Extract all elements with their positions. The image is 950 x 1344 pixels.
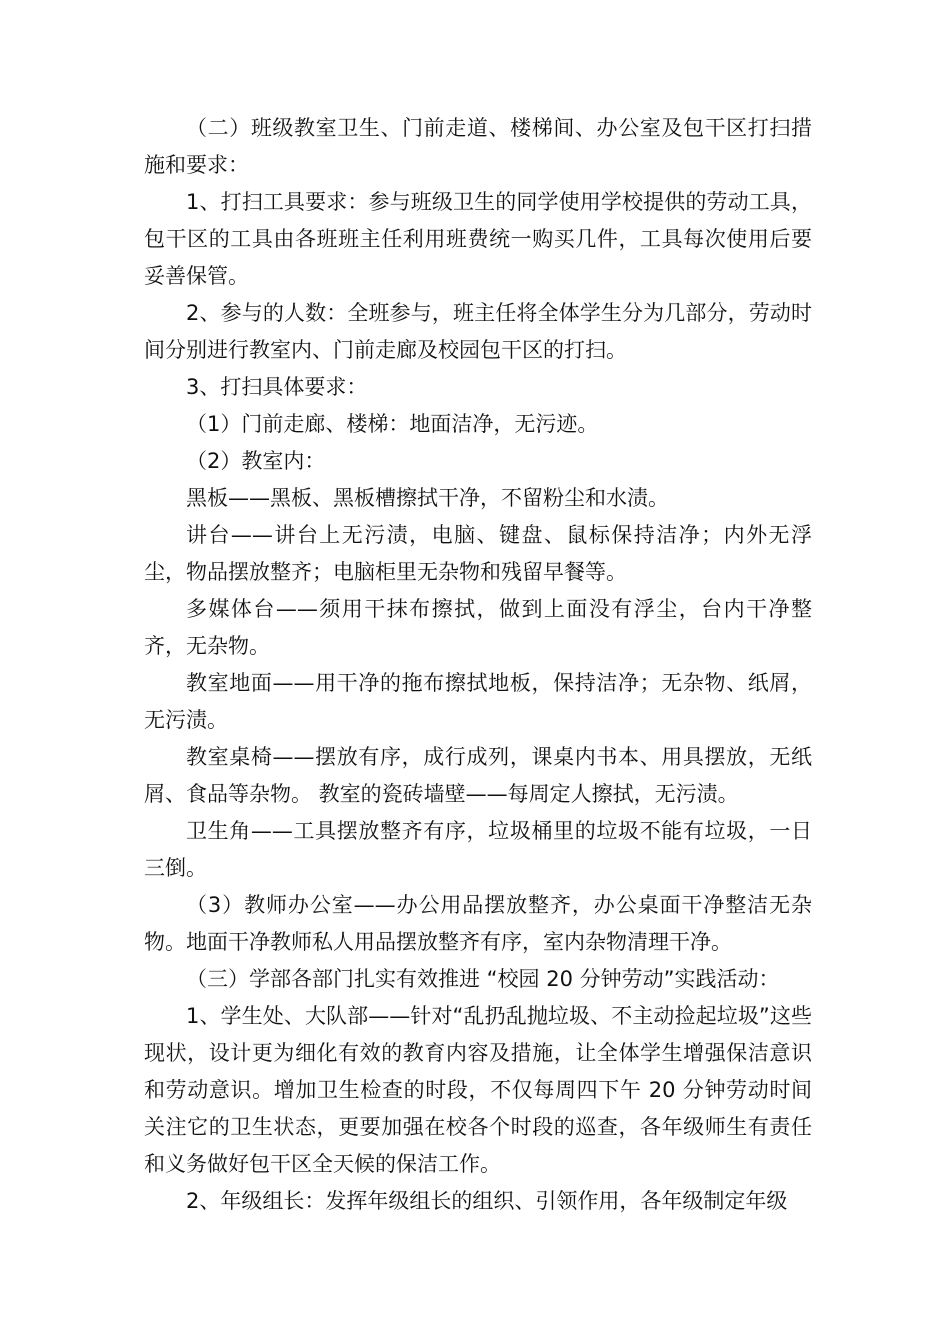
sub-item-corridor-stairs: （1）门前走廊、楼梯：地面洁净，无污迹。 [186,412,599,436]
item-specific-requirements: 3、打扫具体要求： [186,375,368,399]
rule-desks-chairs: 教室桌椅——摆放有序，成行成列，课桌内书本、用具摆放，无纸屑、食品等杂物。 教室的瓷砖墙壁——每周定人擦拭，无污渍。 [144,745,812,806]
section-two-heading: （二）班级教室卫生、门前走道、楼梯间、办公室及包干区打扫措施和要求： [144,116,812,177]
section-three-heading: （三）学部各部门扎实有效推进 “校园 20 分钟劳动”实践活动： [186,967,780,991]
item-tools-requirement: 1、打扫工具要求：参与班级卫生的同学使用学校提供的劳动工具，包干区的工具由各班班主任利用班费统一购买几件，工具每次使用后要妥善保管。 [144,190,812,288]
rule-blackboard: 黑板——黑板、黑板槽擦拭干净，不留粉尘和水渍。 [186,486,669,510]
item-grade-leader: 2、年级组长：发挥年级组长的组织、引领作用，各年级制定年级 [186,1189,788,1213]
item-student-office: 1、学生处、大队部——针对“乱扔乱抛垃圾、不主动捡起垃圾”这些现状，设计更为细化有效的教育内容及措施，让全体学生增强保洁意识和劳动意识。增加卫生检查的时段，不仅每周四下午 20 分钟劳动时间关注它的卫生状态，更要加强在校各个时段的巡查，各年级师生有责任和义务做好包干区全天候的保洁工作。 [144,1004,812,1176]
rule-classroom-floor: 教室地面——用干净的拖布擦拭地板，保持洁净；无杂物、纸屑，无污渍。 [144,671,812,732]
document-body [144,110,812,1220]
sub-item-classroom: （2）教室内： [186,449,326,473]
sub-item-teacher-office: （3）教师办公室——办公用品摆放整齐，办公桌面干净整洁无杂物。地面干净教师私人用品摆放整齐有序，室内杂物清理干净。 [144,893,812,954]
item-participants: 2、参与的人数：全班参与，班主任将全体学生分为几部分，劳动时间分别进行教室内、门前走廊及校园包干区的打扫。 [144,301,812,362]
rule-sanitation-corner: 卫生角——工具摆放整齐有序，垃圾桶里的垃圾不能有垃圾，一日三倒。 [144,819,812,880]
rule-multimedia-desk: 多媒体台——须用干抹布擦拭，做到上面没有浮尘，台内干净整齐，无杂物。 [144,597,812,658]
rule-podium: 讲台——讲台上无污渍，电脑、键盘、鼠标保持洁净；内外无浮尘，物品摆放整齐；电脑柜里无杂物和残留早餐等。 [144,523,812,584]
